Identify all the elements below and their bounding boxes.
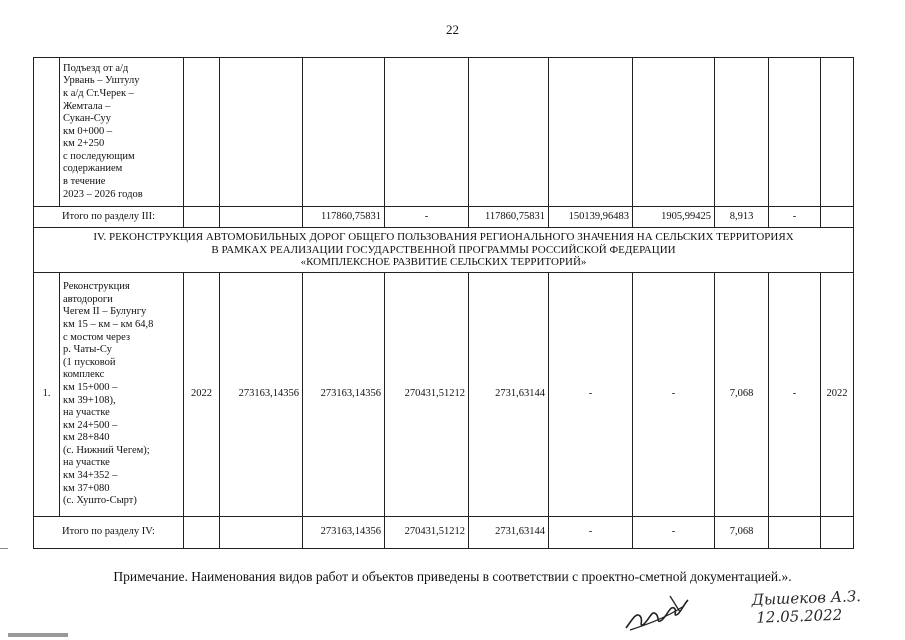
value-cell	[385, 58, 469, 207]
signature-date: 12.05.2022	[756, 605, 843, 627]
value-cell: 150139,96483	[549, 207, 633, 228]
value-cell: 8,913	[715, 207, 769, 228]
year-cell: 2022	[184, 273, 220, 517]
total-row-section3	[34, 207, 854, 228]
value-cell	[549, 58, 633, 207]
year-cell	[821, 58, 854, 207]
section4-header: IV. РЕКОНСТРУКЦИЯ АВТОМОБИЛЬНЫХ ДОРОГ ОБЩЕГО ПОЛЬЗОВАНИЯ РЕГИОНАЛЬНОГО ЗНАЧЕНИЯ НА СЕЛЬСКИХ ТЕРРИТОРИЯХ В РАМКАХ РЕАЛИЗАЦИИ ГОСУДАРСТВЕННОЙ ПРОГРАММЫ РОССИЙСКОЙ ФЕДЕРАЦИИ «КОМПЛЕКСНОЕ РАЗВИТИЕ СЕЛЬСКИХ ТЕРРИТОРИЙ»	[34, 228, 854, 273]
value-cell	[220, 207, 303, 228]
year-cell	[821, 207, 854, 228]
value-cell: -	[633, 273, 715, 517]
value-cell: 273163,14356	[303, 517, 385, 549]
value-cell: 2731,63144	[469, 273, 549, 517]
value-cell	[769, 58, 821, 207]
value-cell	[715, 58, 769, 207]
section-header-row	[34, 228, 854, 273]
table-row-road-section3	[34, 58, 854, 207]
signer-name: Дышеков А.З.	[751, 587, 862, 609]
object-name: Реконструкция автодороги Чегем II – Булунгу км 15 – км – км 64,8 с мостом через р. Чаты-Су (1 пусковой комплекс км 15+000 – км 39+108), на участке км 24+500 – км 28+840 (с. Нижний Чегем); на участке км 34+352 – км 37+080 (с. Хушто-Сырт)	[60, 273, 184, 517]
row-number	[34, 58, 60, 207]
value-cell: 270431,51212	[385, 517, 469, 549]
value-cell: 117860,75831	[303, 207, 385, 228]
value-cell	[220, 517, 303, 549]
row-number: 1.	[34, 273, 60, 517]
scan-bottom-mark	[8, 633, 68, 637]
total-label: Итого по разделу IV:	[34, 517, 184, 549]
value-cell: 2731,63144	[469, 517, 549, 549]
value-cell	[469, 58, 549, 207]
value-cell: 1905,99425	[633, 207, 715, 228]
total-row-section4	[34, 517, 854, 549]
value-cell: 273163,14356	[303, 273, 385, 517]
value-cell: 270431,51212	[385, 273, 469, 517]
value-cell: -	[549, 273, 633, 517]
value-cell: 7,068	[715, 517, 769, 549]
handwritten-signature	[751, 587, 861, 627]
object-name: Подъезд от а/д Урвань – Уштулу к а/д Ст.Черек – Жемтала – Сукан-Суу км 0+000 – км 2+250 с последующим содержанием в течение 2023 – 2026 годов	[60, 58, 184, 207]
value-cell: -	[769, 273, 821, 517]
value-cell	[303, 58, 385, 207]
value-cell: -	[549, 517, 633, 549]
year-cell	[821, 517, 854, 549]
value-cell: -	[769, 207, 821, 228]
table-row-section4	[34, 273, 854, 517]
signature-icon	[622, 590, 692, 635]
value-cell	[769, 517, 821, 549]
year-cell: 2022	[821, 273, 854, 517]
document-table	[33, 57, 854, 549]
value-cell: 273163,14356	[220, 273, 303, 517]
value-cell	[220, 58, 303, 207]
value-cell: 117860,75831	[469, 207, 549, 228]
value-cell	[633, 58, 715, 207]
value-cell: -	[385, 207, 469, 228]
year-cell	[184, 58, 220, 207]
page-number: 22	[446, 22, 459, 37]
footnote: Примечание. Наименования видов работ и объектов приведены в соответствии с проектно-сметной документацией.».	[113, 569, 792, 584]
year-cell	[184, 517, 220, 549]
scan-edge-mark	[0, 548, 8, 549]
value-cell: 7,068	[715, 273, 769, 517]
total-label: Итого по разделу III:	[34, 207, 184, 228]
value-cell: -	[633, 517, 715, 549]
year-cell	[184, 207, 220, 228]
